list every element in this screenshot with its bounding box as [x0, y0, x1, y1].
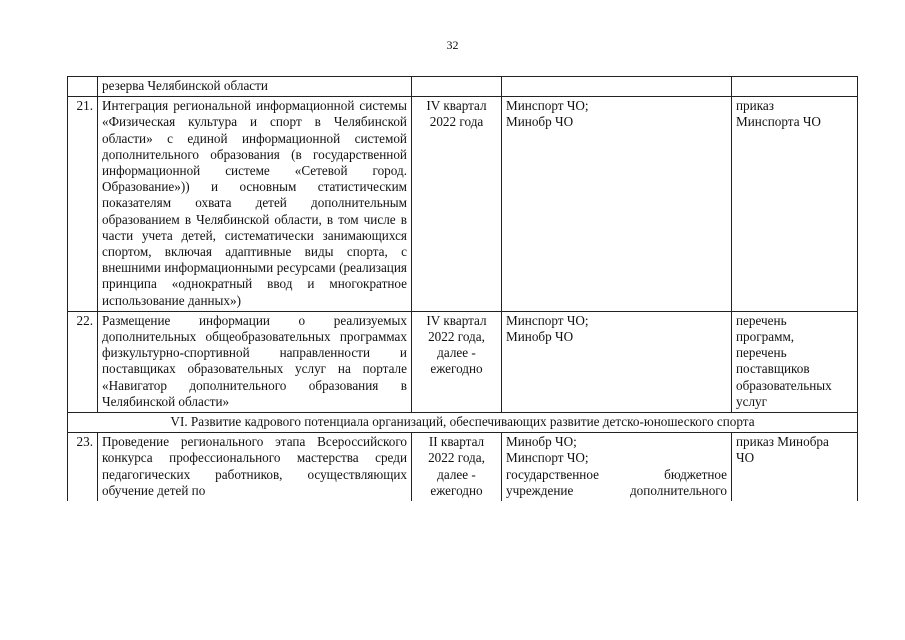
table-row	[68, 433, 858, 501]
executor-line: Минспорт ЧО;	[506, 312, 589, 328]
deadline-cell	[412, 97, 502, 312]
document-cell	[732, 311, 858, 412]
document-line: приказ	[736, 98, 774, 114]
document-line: Минспорта ЧО	[736, 114, 821, 130]
deadline-line: 2022 года,	[428, 450, 485, 466]
deadline-line: IV квартал	[426, 98, 487, 114]
document-cell	[732, 77, 858, 97]
executor-line: Минобр ЧО	[506, 114, 574, 130]
document-line: ЧО	[736, 450, 755, 466]
deadline-cell	[412, 311, 502, 412]
executors-cell	[502, 433, 732, 501]
table-body	[68, 77, 858, 502]
deadline-line: ежегодно	[430, 482, 483, 498]
deadline-line: 2022 года,	[428, 329, 485, 345]
document-cell	[732, 433, 858, 501]
measure-description: Интеграция региональной информационной системы «Физическая культура и спорт в Челябинской области» с единой информационной системой дополнительного образования (в государственной информационной системе «Сетевой город. Образование»)) и основным статистическим показателям охвата детей дополнительным образованием в Челябинской области, в том числе в части учета детей, систематически занимающихся спортом, включая адаптивные виды спорта, с внешними информационными ресурсами (реализация принципа «однократный ввод и многократное использование данных»)	[98, 97, 412, 312]
page-number: 32	[446, 38, 459, 52]
table-row	[68, 311, 858, 412]
executor-line: государственное бюджетное	[506, 466, 727, 482]
document-cell	[732, 97, 858, 312]
row-number: 22.	[68, 311, 98, 412]
deadline-line: далее -	[437, 345, 476, 361]
document-line: услуг	[736, 393, 768, 409]
action-plan-table	[67, 76, 858, 501]
executor-line: Минспорт ЧО;	[506, 450, 589, 466]
executors-cell	[502, 311, 732, 412]
measure-description: Размещение информации о реализуемых дополнительных общеобразовательных программах физкультурно-спортивной направленности и поставщиках образовательных услуг на портале «Навигатор дополнительного образования в Челябинской области»	[98, 311, 412, 412]
measure-description: резерва Челябинской области	[98, 77, 412, 97]
executor-line: учреждение дополнительного	[506, 482, 727, 498]
document-line: перечень	[736, 312, 787, 328]
document-line: программ,	[736, 329, 795, 345]
deadline-line: 2022 года	[429, 114, 484, 130]
section-heading: VI. Развитие кадрового потенциала организаций, обеспечивающих развитие детско-юношеского спорта	[68, 413, 858, 433]
executors-cell	[502, 97, 732, 312]
table-row	[68, 97, 858, 312]
document-line: перечень	[736, 345, 787, 361]
deadline-line: далее -	[437, 466, 476, 482]
document-line: поставщиков	[736, 361, 810, 377]
measure-description: Проведение регионального этапа Всероссийского конкурса профессионального мастерства среди педагогических работников, осуществляющих обучение детей по	[98, 433, 412, 501]
row-number: 21.	[68, 97, 98, 312]
executor-line: Минобр ЧО;	[506, 434, 577, 450]
document-line: приказ Минобра	[736, 434, 829, 450]
row-number	[68, 77, 98, 97]
executor-line: Минобр ЧО	[506, 329, 574, 345]
deadline-cell	[412, 433, 502, 501]
row-number: 23.	[68, 433, 98, 501]
section-row	[68, 413, 858, 433]
executors-cell	[502, 77, 732, 97]
deadline-line: ежегодно	[430, 361, 483, 377]
document-line: образовательных	[736, 377, 832, 393]
deadline-line: II квартал	[428, 434, 485, 450]
deadline-cell	[412, 77, 502, 97]
deadline-line: IV квартал	[426, 312, 487, 328]
table-row	[68, 77, 858, 97]
executor-line: Минспорт ЧО;	[506, 98, 589, 114]
